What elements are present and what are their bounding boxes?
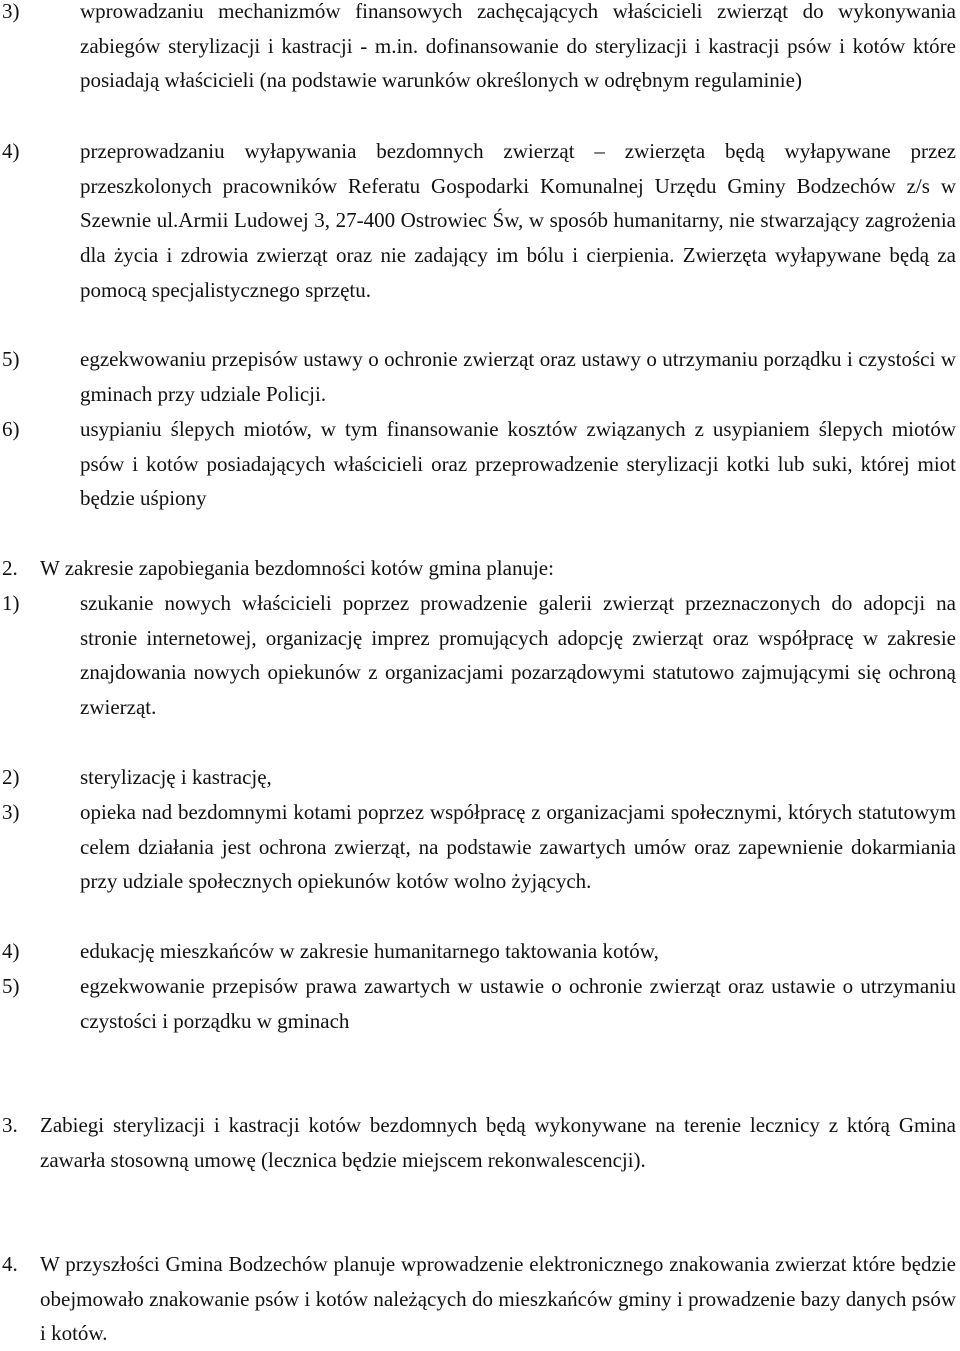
section-number: 2. (2, 556, 18, 580)
list-item-text: egzekwowanie przepisów prawa zawartych w ustawie o ochronie zwierząt oraz ustawie o utrzymaniu czystości i porządku w gminach (80, 974, 956, 1033)
list-item-number: 6) (2, 417, 20, 441)
list-item-number: 5) (2, 347, 20, 371)
list-item-number: 3) (2, 800, 20, 824)
section-heading: W zakresie zapobiegania bezdomności kotów gmina planuje: (40, 556, 554, 580)
section-number: 3. (2, 1113, 18, 1137)
section-number: 4. (2, 1252, 18, 1276)
list-item-number: 4) (2, 139, 20, 163)
list-item-text: wprowadzaniu mechanizmów finansowych zachęcających właścicieli zwierząt do wykonywania zabiegów sterylizacji i kastracji - m.in. dofinansowanie do sterylizacji i kastracji psów i kotów które posiadają właścicieli (na podstawie warunków określonych w odrębnym regulaminie) (80, 0, 956, 93)
list-item-text: edukację mieszkańców w zakresie humanitarnego taktowania kotów, (80, 939, 659, 963)
list-item-text: usypianiu ślepych miotów, w tym finansowanie kosztów związanych z usypianiem ślepych miotów psów i kotów posiadających właścicieli oraz przeprowadzenie sterylizacji kotki lub suki, której miot będzie uśpiony (80, 417, 956, 511)
list-item-text: szukanie nowych właścicieli poprzez prowadzenie galerii zwierząt przeznaczonych do adopcji na stronie internetowej, organizację imprez promujących adopcję zwierząt oraz współpracę w zakresie znajdowania nowych opiekunów z organizacjami pozarządowymi statutowo zajmującymi się ochroną zwierząt. (80, 591, 956, 720)
list-item-text: egzekwowaniu przepisów ustawy o ochronie zwierząt oraz ustawy o utrzymaniu porządku i czystości w gminach przy udziale Policji. (80, 347, 956, 406)
list-item-number: 4) (2, 939, 20, 963)
list-item-text: przeprowadzaniu wyłapywania bezdomnych zwierząt – zwierzęta będą wyłapywane przez przeszkolonych pracowników Referatu Gospodarki Komunalnej Urzędu Gminy Bodzechów z/s w Szewnie ul.Armii Ludowej 3, 27-400 Ostrowiec Św, w sposób humanitarny, nie stwarzający zagrożenia dla życia i zdrowia zwierząt oraz nie zadający im bólu i cierpienia. Zwierzęta wyłapywane będą za pomocą specjalistycznego sprzętu. (80, 139, 956, 302)
list-item-number: 1) (2, 591, 20, 615)
list-item-number: 3) (2, 0, 20, 23)
section-paragraph: Zabiegi sterylizacji i kastracji kotów bezdomnych będą wykonywane na terenie lecznicy z którą Gmina zawarła stosowną umowę (lecznica będzie miejscem rekonwalescencji). (40, 1113, 956, 1172)
list-item-text: sterylizację i kastrację, (80, 765, 272, 789)
list-item-text: opieka nad bezdomnymi kotami poprzez współpracę z organizacjami społecznymi, których statutowym celem działania jest ochrona zwierząt, na podstawie zawartych umów oraz zapewnienie dokarmiania przy udziale społecznych opiekunów kotów wolno żyjących. (80, 800, 956, 894)
section-paragraph: W przyszłości Gmina Bodzechów planuje wprowadzenie elektronicznego znakowania zwierzat które będzie obejmowało znakowanie psów i kotów należących do mieszkańców gminy i prowadzenie bazy danych psów i kotów. (40, 1252, 956, 1346)
list-item-number: 2) (2, 765, 20, 789)
list-item-number: 5) (2, 974, 20, 998)
